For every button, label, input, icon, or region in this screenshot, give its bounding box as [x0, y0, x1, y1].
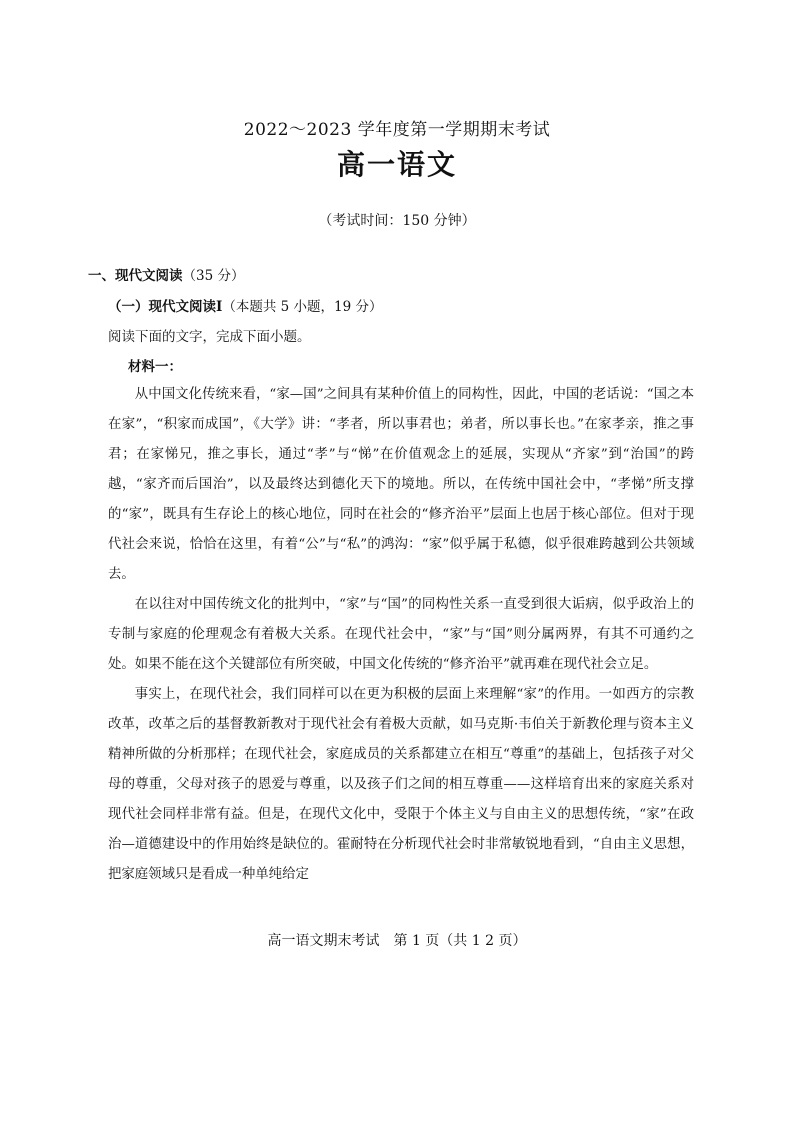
page-footer: 高一语文期末考试 第 1 页（共 1 2 页） — [267, 933, 527, 949]
exam-duration: （考试时间：150 分钟） — [318, 213, 476, 229]
section-heading — [88, 264, 244, 284]
exam-title: 2022～2023 学年度第一学期期末考试 — [243, 120, 551, 140]
section-title: 一、现代文阅读 — [88, 268, 183, 284]
subject-title: 高一语文 — [336, 148, 457, 181]
material-label: 材料一： — [128, 359, 182, 375]
subsection-heading — [108, 295, 382, 315]
material-body — [108, 380, 694, 890]
subsection-title: （一）现代文阅读Ⅰ — [108, 299, 223, 315]
section-score: （35 分） — [182, 268, 245, 284]
paragraph-1: 从中国文化传统来看，“家—国”之间具有某种价值上的同构性，因此，中国的老话说：“国之本在家”，“积家而成国”，《大学》讲：“孝者，所以事君也；弟者，所以事长也。”在家孝亲，推之事君；在家悌兄，推之事长，通过“孝”与“悌”在价值观念上的延展，实现从“齐家”到“治国”的跨越，“家齐而后国治”，以及最终达到德化天下的境地。所以，在传统中国社会中，“孝悌”所支撑的“家”，既具有生存论上的核心地位，同时在社会的“修齐治平”层面上也居于核心部位。但对于现代社会来说，恰恰在这里，有着“公”与“私”的鸿沟：“家”似乎属于私德，似乎很难跨越到公共领域去。 — [108, 387, 694, 582]
subsection-note: （本题共 5 小题，19 分） — [222, 299, 383, 315]
paragraph-2: 在以往对中国传统文化的批判中，“家”与“国”的同构性关系一直受到很大诟病，似乎政治上的专制与家庭的伦理观念有着极大关系。在现代社会中，“家”与“国”则分属两界，有其不可通约之处。如果不能在这个关键部位有所突破，中国文化传统的“修齐治平”就再难在现代社会立足。 — [108, 597, 694, 672]
instruction-text: 阅读下面的文字，完成下面小题。 — [108, 329, 311, 345]
paragraph-3: 事实上，在现代社会，我们同样可以在更为积极的层面上来理解“家”的作用。一如西方的宗教改革，改革之后的基督教新教对于现代社会有着极大贡献，如马克斯·韦伯关于新教伦理与资本主义精神所做的分析那样；在现代社会，家庭成员的关系都建立在相互“尊重”的基础上，包括孩子对父母的尊重，父母对孩子的恩爱与尊重，以及孩子们之间的相互尊重——这样培育出来的家庭关系对现代社会同样非常有益。但是，在现代文化中，受限于个体主义与自由主义的思想传统，“家”在政治—道德建设中的作用始终是缺位的。霍耐特在分析现代社会时非常敏锐地看到，“自由主义思想，把家庭领域只是看成一种单纯给定 — [108, 687, 694, 882]
